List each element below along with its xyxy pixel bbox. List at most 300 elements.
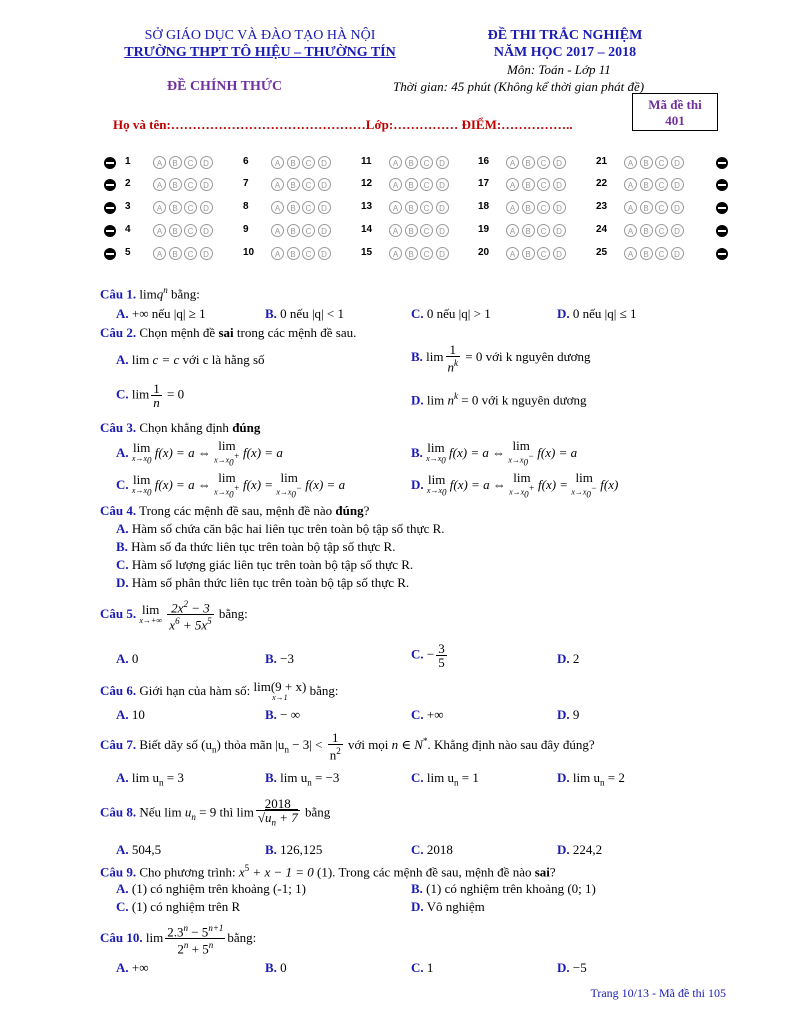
answer-bubble-c[interactable]: C — [302, 178, 315, 191]
answer-bubble-a[interactable]: A — [506, 224, 519, 237]
math-expression: f(x) = a — [537, 445, 578, 461]
option-letter: D. — [411, 899, 424, 914]
answer-bubble-c[interactable]: C — [184, 247, 197, 260]
option-letter: D. — [557, 651, 570, 666]
answer-bubble-c[interactable]: C — [184, 156, 197, 169]
answer-question-number: 23 — [596, 201, 608, 212]
question-text: lim — [139, 286, 157, 302]
option-8c[interactable] — [411, 842, 453, 858]
option-2d[interactable] — [411, 391, 587, 408]
option-letter: C. — [411, 960, 424, 975]
answer-bubble-c[interactable]: C — [537, 178, 550, 191]
answer-bubble-d[interactable]: D — [436, 156, 449, 169]
option-7b[interactable] — [265, 770, 339, 788]
answer-question-number: 14 — [361, 224, 373, 235]
answer-bubble-d[interactable]: D — [553, 156, 566, 169]
option-8a[interactable] — [116, 842, 161, 858]
answer-bubble-b[interactable]: B — [287, 247, 300, 260]
answer-bubble-a[interactable]: A — [389, 201, 402, 214]
option-9a[interactable] — [116, 881, 306, 897]
exam-title: ĐỀ THI TRẮC NGHIỆM — [487, 28, 643, 43]
question-6 — [100, 681, 338, 703]
answer-bubble-a[interactable]: A — [271, 178, 284, 191]
option-letter: B. — [265, 842, 277, 857]
math-fraction — [446, 343, 461, 373]
math-term: |u — [275, 737, 285, 753]
question-label: Câu 8. — [100, 804, 137, 820]
option-1d[interactable] — [557, 306, 637, 322]
question-text: bằng: — [227, 929, 257, 945]
math-term: + 5 — [188, 941, 209, 957]
option-4c[interactable] — [116, 557, 413, 573]
limit-subscript: x→x — [214, 487, 230, 497]
limit-subscript: x→x — [571, 487, 587, 497]
fraction-numerator: 1 — [446, 343, 461, 357]
sqrt-symbol: √ — [257, 810, 265, 825]
answer-bubble-c[interactable]: C — [184, 178, 197, 191]
answer-row — [100, 198, 730, 218]
question-label: Câu 2. — [100, 325, 137, 340]
option-9c[interactable] — [116, 899, 240, 915]
limit-subscript-index: 0 — [586, 489, 591, 500]
answer-bubble-d[interactable]: D — [553, 224, 566, 237]
answer-bubble-b[interactable]: B — [405, 224, 418, 237]
option-1c[interactable] — [411, 306, 491, 322]
option-6a[interactable] — [116, 707, 145, 723]
math-exponent: n — [183, 923, 188, 933]
header-right — [470, 27, 660, 61]
answer-bubble-c[interactable]: C — [655, 178, 668, 191]
answer-bubble-d[interactable]: D — [671, 247, 684, 260]
question-text: Trong các mệnh đề sau, mệnh đề nào — [139, 503, 336, 518]
answer-bubble-d[interactable]: D — [671, 178, 684, 191]
limit-subscript: x→x — [131, 453, 147, 463]
limit-subscript-side: − — [295, 483, 302, 493]
math-var: n — [447, 359, 455, 375]
fraction-numerator — [167, 598, 213, 615]
answer-bubble-b[interactable]: B — [522, 224, 535, 237]
option-3b[interactable] — [411, 440, 577, 468]
answer-question-number: 21 — [596, 156, 608, 167]
math-term: (u — [201, 737, 212, 753]
answer-bubble-c[interactable]: C — [420, 156, 433, 169]
question-label: Câu 5. — [100, 605, 137, 621]
math-exponent: n — [208, 940, 214, 951]
option-letter: B. — [265, 306, 277, 321]
alignment-marker-icon — [104, 248, 116, 260]
math-expression: = 9 — [195, 804, 217, 820]
option-10a[interactable] — [116, 960, 149, 976]
answer-bubble-b[interactable]: B — [405, 178, 418, 191]
answer-bubble-c[interactable]: C — [302, 224, 315, 237]
answer-bubble-d[interactable]: D — [200, 247, 213, 260]
limit-subscript: x→x — [426, 485, 442, 495]
answer-bubble-a[interactable]: A — [271, 224, 284, 237]
math-expression: f(x) — [600, 477, 619, 493]
option-text: 224,2 — [572, 842, 603, 857]
limit-subscript: x→x — [509, 487, 525, 497]
option-letter: D. — [557, 306, 570, 321]
answer-bubble-c[interactable]: C — [302, 156, 315, 169]
alignment-marker-icon — [104, 225, 116, 237]
option-9b[interactable] — [411, 881, 596, 897]
option-text: = −3 — [311, 770, 340, 785]
answer-bubble-c[interactable]: C — [420, 224, 433, 237]
answer-bubble-d[interactable]: D — [436, 178, 449, 191]
math-exponent: n — [163, 285, 168, 295]
option-letter: C. — [411, 707, 424, 722]
option-text: 0 nếu |q| > 1 — [426, 306, 491, 321]
option-letter: A. — [116, 842, 129, 857]
math-lim: lim — [428, 471, 446, 487]
answer-bubble-c[interactable]: C — [537, 156, 550, 169]
question-label: Câu 10. — [100, 929, 143, 945]
answer-bubble-c[interactable]: C — [655, 224, 668, 237]
answer-bubble-c[interactable]: C — [184, 201, 197, 214]
math-var: q — [156, 286, 164, 302]
student-name-line — [113, 117, 573, 133]
answer-bubble-a[interactable]: A — [389, 178, 402, 191]
answer-bubble-d[interactable]: D — [318, 178, 331, 191]
answer-bubble-d[interactable]: D — [436, 247, 449, 260]
question-label: Câu 6. — [100, 682, 137, 698]
option-5d[interactable] — [557, 651, 579, 667]
math-fraction — [256, 797, 300, 830]
answer-bubble-b[interactable]: B — [640, 201, 653, 214]
answer-bubble-a[interactable]: A — [624, 178, 637, 191]
math-exponent: 5 — [244, 863, 250, 873]
fraction-denominator: n — [153, 395, 160, 410]
option-text: − ∞ — [280, 707, 301, 722]
option-letter: D. — [411, 477, 424, 493]
math-index: n — [599, 777, 605, 788]
math-index: n — [307, 777, 312, 788]
option-text: 504,5 — [131, 842, 162, 857]
math-limit — [131, 439, 152, 467]
answer-bubble-a[interactable]: A — [624, 201, 637, 214]
math-expression: = 0 — [457, 392, 479, 408]
answer-bubble-d[interactable]: D — [318, 201, 331, 214]
limit-subscript-side: + — [528, 483, 535, 493]
option-7c[interactable] — [411, 770, 479, 788]
option-text: 0 nếu |q| ≤ 1 — [572, 306, 637, 321]
math-limit — [426, 439, 446, 467]
answer-bubble-b[interactable]: B — [169, 224, 182, 237]
math-lim: lim — [426, 392, 448, 408]
limit-subscript-index: 0 — [291, 489, 296, 500]
option-1a[interactable] — [116, 306, 206, 322]
math-lim: lim — [131, 352, 153, 367]
math-lim: lim — [164, 804, 185, 820]
option-letter: A. — [116, 770, 129, 785]
answer-question-number: 17 — [478, 178, 490, 189]
option-10c[interactable] — [411, 960, 433, 976]
answer-bubble-a[interactable]: A — [624, 156, 637, 169]
answer-row — [100, 175, 730, 195]
answer-bubble-b[interactable]: B — [287, 224, 300, 237]
question-text: (1). Trong các mệnh đề sau, mệnh đề nào — [313, 864, 535, 880]
answer-question-number: 8 — [243, 201, 249, 212]
answer-bubble-b[interactable]: B — [522, 201, 535, 214]
answer-bubble-d[interactable]: D — [200, 178, 213, 191]
option-letter: C. — [116, 386, 129, 402]
math-exponent: 2 — [183, 599, 188, 609]
option-8b[interactable] — [265, 842, 322, 858]
answer-bubble-b[interactable]: B — [640, 224, 653, 237]
answer-question-number: 3 — [125, 201, 131, 212]
option-5a[interactable] — [116, 651, 138, 667]
option-3d[interactable] — [411, 472, 618, 500]
answer-bubble-c[interactable]: C — [537, 247, 550, 260]
answer-bubble-b[interactable]: B — [640, 178, 653, 191]
math-exponent: n+1 — [208, 923, 224, 933]
sqrt-radicand — [264, 809, 298, 828]
answer-bubble-d[interactable]: D — [671, 156, 684, 169]
question-label: Câu 9. — [100, 864, 137, 880]
option-letter: B. — [411, 349, 423, 365]
answer-bubble-b[interactable]: B — [640, 156, 653, 169]
question-text: . Khẳng định nào sau đây đúng? — [427, 737, 595, 753]
question-emphasis: sai — [534, 864, 550, 880]
option-9d[interactable] — [411, 899, 485, 915]
answer-bubble-d[interactable]: D — [436, 224, 449, 237]
class-field: Lớp:…………… — [365, 117, 459, 132]
math-var: n — [447, 392, 454, 408]
question-label: Câu 4. — [100, 503, 137, 518]
math-expression: n ∈ N — [391, 737, 423, 753]
question-text: với mọi — [344, 737, 392, 753]
answer-row — [100, 244, 730, 264]
answer-bubble-d[interactable]: D — [318, 156, 331, 169]
math-exponent: k — [453, 391, 458, 401]
option-4b[interactable] — [116, 539, 395, 555]
answer-bubble-d[interactable]: D — [553, 247, 566, 260]
math-expression: f(x) = a ⇔ — [154, 477, 215, 493]
option-text: 10 — [131, 707, 145, 722]
answer-bubble-a[interactable]: A — [624, 224, 637, 237]
limit-subscript: x→x — [276, 487, 292, 497]
name-field: Họ và tên:……………………………………… — [113, 117, 366, 132]
answer-bubble-c[interactable]: C — [420, 201, 433, 214]
option-10b[interactable] — [265, 960, 287, 976]
answer-bubble-d[interactable]: D — [200, 156, 213, 169]
option-text: −5 — [572, 960, 587, 975]
limit-subscript-side: − — [590, 483, 597, 493]
math-exponent: 2 — [336, 746, 341, 756]
question-text: Chọn khẳng định — [139, 420, 233, 435]
option-8d[interactable] — [557, 842, 602, 858]
option-2c[interactable] — [116, 382, 184, 409]
math-term: + 5x — [179, 617, 208, 633]
option-7a[interactable] — [116, 770, 184, 788]
answer-bubble-c[interactable]: C — [655, 156, 668, 169]
answer-bubble-a[interactable]: A — [153, 201, 166, 214]
math-fraction — [328, 731, 343, 761]
answer-bubble-c[interactable]: C — [302, 247, 315, 260]
option-letter: B. — [265, 960, 277, 975]
answer-bubble-b[interactable]: B — [287, 156, 300, 169]
answer-question-number: 24 — [596, 224, 608, 235]
answer-bubble-a[interactable]: A — [153, 178, 166, 191]
option-10d[interactable] — [557, 960, 587, 976]
option-text: Hàm số chứa căn bậc hai liên tục trên toàn bộ tập số thực R. — [131, 521, 445, 536]
option-3a[interactable] — [116, 440, 283, 468]
answer-bubble-b[interactable]: B — [169, 201, 182, 214]
answer-bubble-b[interactable]: B — [522, 156, 535, 169]
answer-bubble-b[interactable]: B — [287, 178, 300, 191]
option-5b[interactable] — [265, 651, 294, 667]
answer-question-number: 15 — [361, 247, 373, 258]
answer-bubble-d[interactable]: D — [436, 201, 449, 214]
answer-bubble-d[interactable]: D — [553, 201, 566, 214]
math-limit — [509, 472, 535, 500]
math-term: − 3 — [187, 600, 210, 616]
option-2a[interactable] — [116, 352, 265, 368]
answer-bubble-c[interactable]: C — [537, 201, 550, 214]
math-index: n — [158, 777, 164, 788]
math-exponent: 5 — [207, 616, 212, 627]
score-field: ĐIỂM:…………….. — [461, 117, 573, 132]
answer-bubble-a[interactable]: A — [153, 156, 166, 169]
question-text: thỏa mãn — [220, 737, 276, 753]
answer-bubble-d[interactable]: D — [553, 178, 566, 191]
question-text: bằng — [301, 804, 331, 820]
answer-question-number: 4 — [125, 224, 131, 235]
math-limit — [214, 472, 240, 500]
fraction-denominator — [256, 811, 300, 830]
math-expression: f(x) = a — [243, 445, 283, 461]
option-letter: C. — [116, 477, 129, 493]
question-text: Cho phương trình: — [139, 864, 239, 880]
answer-bubble-a[interactable]: A — [506, 178, 519, 191]
math-term: 2 — [177, 941, 184, 957]
answer-bubble-b[interactable]: B — [405, 201, 418, 214]
limit-subscript-index: 0 — [147, 455, 152, 466]
option-7d[interactable] — [557, 770, 625, 788]
answer-bubble-c[interactable]: C — [537, 224, 550, 237]
option-6d[interactable] — [557, 707, 579, 723]
option-letter: B. — [265, 707, 277, 722]
option-text: lim u — [131, 770, 159, 785]
option-text: với k nguyên dương — [478, 392, 587, 408]
answer-bubble-a[interactable]: A — [153, 247, 166, 260]
answer-bubble-d[interactable]: D — [200, 201, 213, 214]
answer-bubble-a[interactable]: A — [389, 224, 402, 237]
option-text: Vô nghiệm — [426, 899, 485, 914]
option-5c[interactable] — [411, 642, 449, 669]
fraction-denominator — [328, 745, 343, 761]
answer-bubble-a[interactable]: A — [271, 247, 284, 260]
answer-bubble-c[interactable]: C — [655, 247, 668, 260]
answer-bubble-c[interactable]: C — [420, 178, 433, 191]
question-label: Câu 1. — [100, 286, 137, 302]
alignment-marker-icon — [104, 179, 116, 191]
answer-bubble-b[interactable]: B — [169, 156, 182, 169]
option-6c[interactable] — [411, 707, 444, 723]
option-4d[interactable] — [116, 575, 409, 591]
answer-bubble-d[interactable]: D — [671, 201, 684, 214]
question-text: ? — [363, 503, 370, 518]
limit-subscript-index: 0 — [441, 455, 446, 466]
answer-question-number: 12 — [361, 178, 373, 189]
answer-bubble-c[interactable]: C — [184, 224, 197, 237]
answer-bubble-b[interactable]: B — [522, 178, 535, 191]
option-3c[interactable] — [116, 472, 345, 500]
question-label: Câu 3. — [100, 420, 137, 435]
question-1 — [100, 285, 200, 302]
answer-bubble-c[interactable]: C — [302, 201, 315, 214]
math-fraction — [436, 642, 447, 669]
time-line: Thời gian: 45 phút (Không kể thời gian phát đề) — [393, 79, 645, 94]
option-text: (1) có nghiệm trên khoảng (-1; 1) — [131, 881, 306, 896]
answer-bubble-d[interactable]: D — [318, 224, 331, 237]
answer-bubble-a[interactable]: A — [271, 201, 284, 214]
option-2b[interactable] — [411, 343, 591, 373]
answer-bubble-a[interactable]: A — [506, 156, 519, 169]
fraction-numerator: 3 — [438, 641, 445, 656]
answer-bubble-b[interactable]: B — [640, 247, 653, 260]
answer-bubble-a[interactable]: A — [389, 156, 402, 169]
math-index: n — [453, 777, 459, 788]
math-lim: lim — [133, 439, 151, 455]
answer-bubble-b[interactable]: B — [169, 247, 182, 260]
alignment-marker-icon — [716, 202, 728, 214]
option-letter: A. — [116, 881, 129, 896]
answer-bubble-d[interactable]: D — [318, 247, 331, 260]
math-inequality — [275, 737, 326, 755]
answer-bubble-d[interactable]: D — [200, 224, 213, 237]
page-footer: Trang 10/13 - Mã đề thi 105 — [590, 986, 726, 1000]
option-text: −3 — [280, 651, 295, 666]
answer-bubble-a[interactable]: A — [506, 247, 519, 260]
answer-bubble-b[interactable]: B — [522, 247, 535, 260]
option-letter: C. — [411, 770, 424, 785]
option-text: +∞ — [426, 707, 444, 722]
exam-code-value: 401 — [665, 113, 685, 128]
answer-bubble-b[interactable]: B — [169, 178, 182, 191]
answer-bubble-b[interactable]: B — [405, 156, 418, 169]
answer-question-number: 10 — [243, 247, 255, 258]
option-letter: D. — [557, 707, 570, 722]
option-4a[interactable] — [116, 521, 445, 537]
answer-bubble-a[interactable]: A — [271, 156, 284, 169]
answer-bubble-b[interactable]: B — [287, 201, 300, 214]
answer-bubble-a[interactable]: A — [153, 224, 166, 237]
answer-bubble-a[interactable]: A — [389, 247, 402, 260]
option-6b[interactable] — [265, 707, 300, 723]
answer-bubble-c[interactable]: C — [655, 201, 668, 214]
alignment-marker-icon — [716, 179, 728, 191]
limit-subscript-index: 0 — [524, 489, 529, 500]
answer-bubble-a[interactable]: A — [624, 247, 637, 260]
option-1b[interactable] — [265, 306, 344, 322]
school-year: NĂM HỌC 2017 – 2018 — [493, 45, 637, 60]
option-letter: A. — [116, 707, 129, 722]
question-text: trong các mệnh đề sau. — [233, 325, 357, 340]
answer-bubble-d[interactable]: D — [671, 224, 684, 237]
answer-bubble-c[interactable]: C — [420, 247, 433, 260]
option-text: 1 — [426, 960, 434, 975]
answer-question-number: 20 — [478, 247, 490, 258]
answer-question-number: 6 — [243, 156, 249, 167]
math-expression: f(x) = a ⇔ — [154, 445, 215, 461]
math-lim: lim — [426, 349, 444, 365]
math-term: 2.3 — [167, 924, 184, 940]
answer-bubble-b[interactable]: B — [405, 247, 418, 260]
fraction-numerator: 1 — [153, 381, 160, 396]
answer-bubble-a[interactable]: A — [506, 201, 519, 214]
math-lim: lim — [133, 471, 151, 487]
